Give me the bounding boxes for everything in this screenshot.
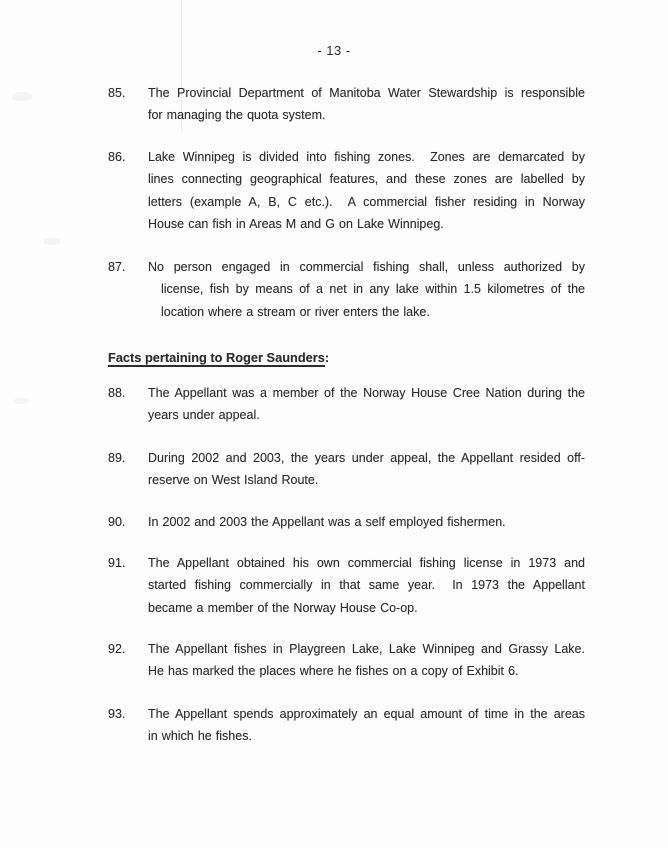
- paragraph-line: became a member of the Norway House Co-op.: [148, 600, 418, 615]
- scan-artifact-smudge: [14, 398, 28, 404]
- paragraph-text: [148, 256, 585, 323]
- paragraph-number: 93.: [108, 707, 126, 721]
- paragraph-line: in which he fishes.: [148, 729, 252, 744]
- paragraph-86: [108, 146, 585, 236]
- paragraph-text: [148, 82, 585, 127]
- section-heading: [108, 347, 329, 369]
- paragraph-85: [108, 82, 585, 127]
- paragraph-line: lines connecting geographical features, and these zones are labelled by: [148, 172, 585, 187]
- section-heading-colon: :: [324, 350, 330, 365]
- paragraph-line: license, fish by means of a net in any lake within 1.5 kilometres of the: [161, 282, 585, 297]
- paragraph-line: The Appellant was a member of the Norway House Cree Nation during the: [148, 386, 585, 400]
- paragraph-text: [148, 146, 585, 236]
- paragraph-text: [148, 511, 585, 533]
- paragraph-line: The Appellant obtained his own commercial fishing license in 1973 and: [148, 556, 585, 570]
- paragraph-91: [108, 552, 585, 619]
- paragraph-line: He has marked the places where he fishes on a copy of Exhibit 6.: [148, 664, 519, 679]
- paragraph-line: House can fish in Areas M and G on Lake Winnipeg.: [148, 217, 444, 232]
- paragraph-89: [108, 447, 585, 492]
- paragraph-line: for managing the quota system.: [148, 108, 326, 123]
- paragraph-line: No person engaged in commercial fishing shall, unless authorized by: [148, 260, 585, 274]
- paragraph-line: The Appellant fishes in Playgreen Lake, Lake Winnipeg and Grassy Lake.: [148, 642, 585, 656]
- scan-artifact-smudge: [12, 92, 32, 101]
- paragraph-line: During 2002 and 2003, the years under appeal, the Appellant resided off-: [148, 451, 585, 465]
- paragraph-text: [148, 552, 585, 619]
- paragraph-90: [108, 511, 585, 533]
- paragraph-93: [108, 703, 585, 748]
- paragraph-text: [148, 447, 585, 492]
- paragraph-line: started fishing commercially in that same year. In 1973 the Appellant: [148, 578, 585, 593]
- page-number: - 13 -: [317, 43, 351, 58]
- paragraph-line: Lake Winnipeg is divided into fishing zones. Zones are demarcated by: [148, 150, 585, 164]
- paragraph-number: 88.: [108, 386, 126, 400]
- paragraph-87: [108, 256, 585, 323]
- paragraph-number: 92.: [108, 642, 126, 656]
- paragraph-text: [148, 638, 585, 683]
- paragraph-92: [108, 638, 585, 683]
- paragraph-number: 91.: [108, 556, 126, 570]
- paragraph-line: location where a stream or river enters the lake.: [161, 304, 430, 319]
- section-heading-text: Facts pertaining to Roger Saunders: [108, 350, 325, 365]
- paragraph-line: reserve on West Island Route.: [148, 473, 319, 488]
- paragraph-line: letters (example A, B, C etc.). A commercial fisher residing in Norway: [148, 194, 585, 209]
- paragraph-text: [148, 382, 585, 427]
- paragraph-line: The Provincial Department of Manitoba Water Stewardship is responsible: [148, 86, 585, 100]
- paragraph-text: [148, 703, 585, 748]
- scan-artifact-smudge: [44, 238, 60, 245]
- paragraph-number: 89.: [108, 451, 126, 465]
- paragraph-number: 86.: [108, 150, 126, 164]
- paragraph-line: years under appeal.: [148, 408, 260, 423]
- paragraph-88: [108, 382, 585, 427]
- paragraph-number: 87.: [108, 260, 126, 274]
- paragraph-line: In 2002 and 2003 the Appellant was a self employed fishermen.: [148, 515, 506, 529]
- paragraph-number: 90.: [108, 515, 126, 529]
- paragraph-number: 85.: [108, 86, 126, 100]
- paragraph-line: The Appellant spends approximately an equal amount of time in the areas: [148, 707, 585, 721]
